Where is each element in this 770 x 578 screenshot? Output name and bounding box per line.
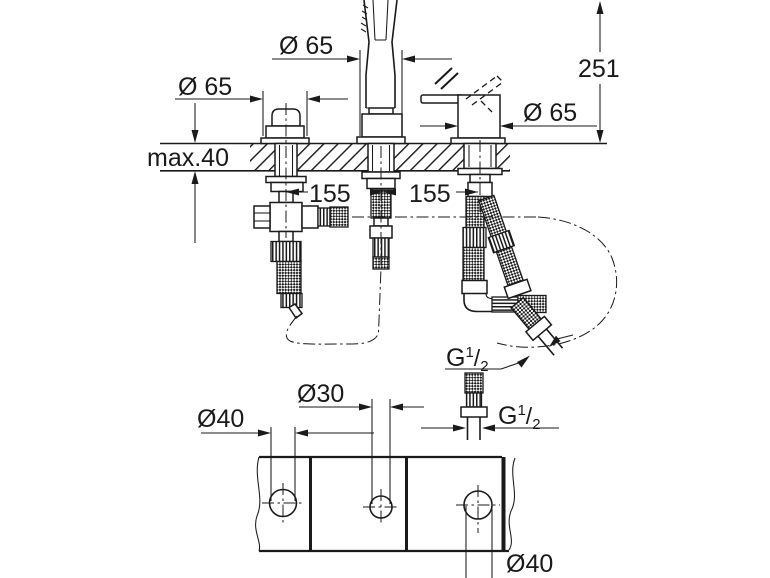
dim-thread-upper-label: $G^1/_2$ [446, 344, 489, 375]
mixer-escutcheon [451, 138, 505, 144]
hose-elbow [464, 294, 492, 312]
holder-body [362, 114, 402, 137]
tee-left-cap [254, 206, 270, 228]
tee-right-hex [302, 206, 318, 228]
dim-spacing-right-label: 155 [409, 180, 451, 208]
tee-outlet-braid [330, 207, 348, 227]
plan-break-left [256, 457, 260, 551]
section-view [147, 0, 620, 440]
dim-spout-diameter-label: Ø 65 [279, 32, 334, 60]
left-valve [254, 109, 348, 318]
mixer-body [458, 95, 500, 138]
hand-shower-unit [357, 0, 405, 269]
dim-spacing-left-label: 155 [309, 180, 351, 208]
hose-end-connector-vertical [461, 373, 487, 440]
mixer-unit [421, 68, 505, 197]
dim-hole-left-label: Ø40 [197, 405, 245, 433]
dim-deck-thickness-label: max.40 [147, 144, 229, 172]
plan-break-right [509, 458, 515, 550]
dim-hole-center-label: Ø30 [297, 380, 345, 408]
deck-hatch [250, 144, 275, 171]
lever-handle [421, 95, 463, 103]
lever-motion-marks [435, 68, 458, 89]
dim-valve-diameter-label: Ø 65 [178, 73, 233, 101]
hand-shower-handle [364, 0, 369, 108]
valve-hose-braid [277, 262, 301, 294]
dim-height-label: 251 [578, 55, 620, 83]
dim-thread-lower-label: $G^1/_2$ [498, 402, 541, 433]
dim-hole-right-label: Ø40 [506, 550, 554, 578]
dim-lever-diameter-label: Ø 65 [523, 99, 578, 127]
valve-escutcheon [261, 138, 309, 144]
holder-escutcheon [357, 137, 405, 144]
